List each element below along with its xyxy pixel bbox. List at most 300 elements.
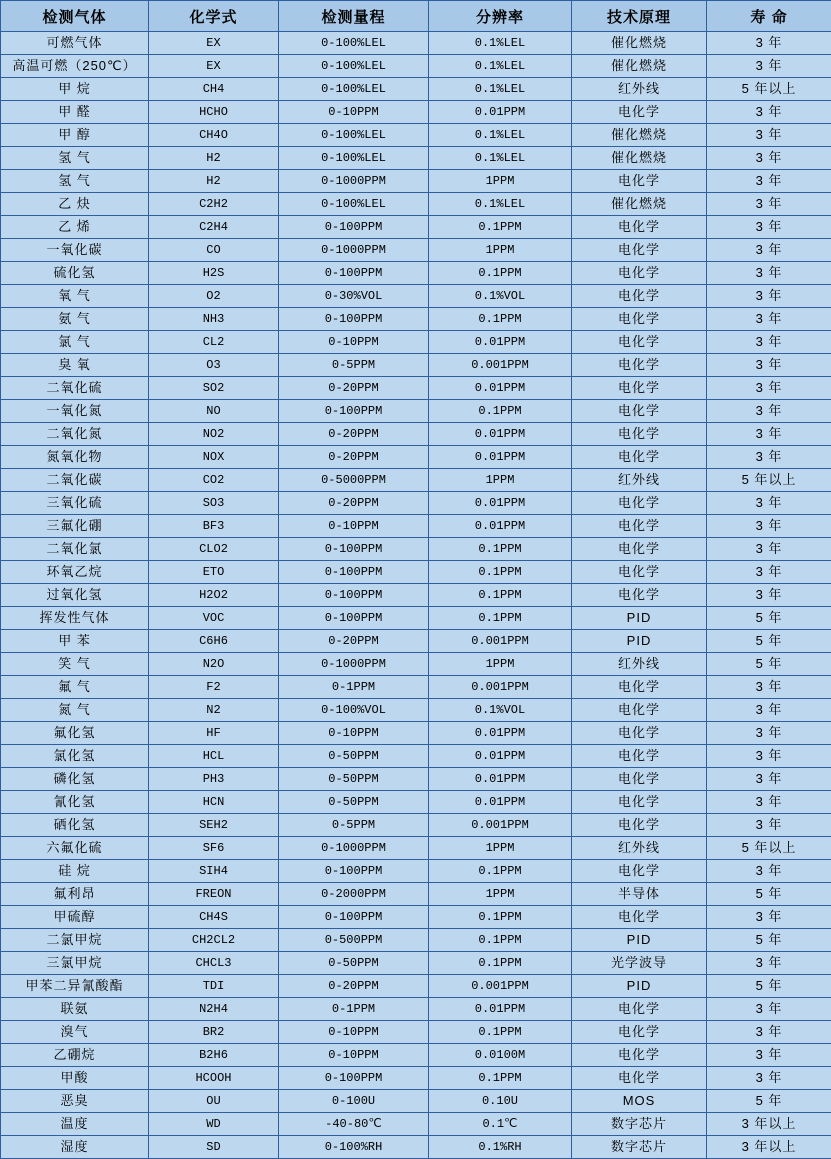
table-row xyxy=(1,1067,831,1090)
cell-life: 3 年 xyxy=(707,423,831,446)
cell-resolution: 0.1PPM xyxy=(429,929,572,952)
cell-principle: 电化学 xyxy=(572,538,707,561)
table-row xyxy=(1,285,831,308)
cell-life: 5 年 xyxy=(707,929,831,952)
cell-resolution: 0.1%LEL xyxy=(429,32,572,55)
cell-principle: 催化燃烧 xyxy=(572,32,707,55)
cell-gas-name: 溴气 xyxy=(1,1021,149,1044)
cell-gas-name: 二氧化硫 xyxy=(1,377,149,400)
cell-gas-name: 一氧化氮 xyxy=(1,400,149,423)
cell-life: 3 年 xyxy=(707,400,831,423)
cell-formula: SEH2 xyxy=(149,814,279,837)
cell-range: 0-5PPM xyxy=(279,814,429,837)
cell-range: 0-100PPM xyxy=(279,607,429,630)
cell-gas-name: 甲硫醇 xyxy=(1,906,149,929)
cell-life: 3 年 xyxy=(707,101,831,124)
cell-resolution: 1PPM xyxy=(429,837,572,860)
cell-gas-name: 氮氧化物 xyxy=(1,446,149,469)
cell-life: 3 年 xyxy=(707,1021,831,1044)
cell-formula: EX xyxy=(149,32,279,55)
cell-formula: H2 xyxy=(149,147,279,170)
table-body xyxy=(1,32,831,1159)
cell-gas-name: 三氯甲烷 xyxy=(1,952,149,975)
cell-principle: 电化学 xyxy=(572,584,707,607)
cell-life: 3 年 xyxy=(707,952,831,975)
cell-gas-name: 可燃气体 xyxy=(1,32,149,55)
cell-resolution: 1PPM xyxy=(429,653,572,676)
cell-gas-name: 磷化氢 xyxy=(1,768,149,791)
cell-formula: SO2 xyxy=(149,377,279,400)
cell-resolution: 0.001PPM xyxy=(429,975,572,998)
cell-gas-name: 氰化氢 xyxy=(1,791,149,814)
cell-formula: N2O xyxy=(149,653,279,676)
cell-formula: N2 xyxy=(149,699,279,722)
cell-gas-name: 二氯甲烷 xyxy=(1,929,149,952)
cell-resolution: 0.1PPM xyxy=(429,607,572,630)
cell-range: 0-100PPM xyxy=(279,308,429,331)
column-header-resolution: 分辨率 xyxy=(429,1,572,32)
cell-formula: SD xyxy=(149,1136,279,1159)
cell-formula: NH3 xyxy=(149,308,279,331)
cell-resolution: 0.01PPM xyxy=(429,492,572,515)
cell-gas-name: 氢 气 xyxy=(1,147,149,170)
cell-gas-name: 高温可燃（250℃） xyxy=(1,55,149,78)
cell-life: 5 年 xyxy=(707,607,831,630)
cell-resolution: 0.01PPM xyxy=(429,331,572,354)
cell-resolution: 0.1%LEL xyxy=(429,55,572,78)
cell-principle: 光学波导 xyxy=(572,952,707,975)
cell-range: -40-80℃ xyxy=(279,1113,429,1136)
cell-resolution: 0.1PPM xyxy=(429,584,572,607)
cell-range: 0-100PPM xyxy=(279,1067,429,1090)
cell-gas-name: 乙 烯 xyxy=(1,216,149,239)
cell-formula: CH4S xyxy=(149,906,279,929)
cell-gas-name: 氯化氢 xyxy=(1,745,149,768)
cell-principle: 电化学 xyxy=(572,354,707,377)
cell-formula: NOX xyxy=(149,446,279,469)
cell-gas-name: 笑 气 xyxy=(1,653,149,676)
column-header-formula: 化学式 xyxy=(149,1,279,32)
cell-life: 3 年 xyxy=(707,906,831,929)
cell-formula: C2H4 xyxy=(149,216,279,239)
cell-range: 0-1000PPM xyxy=(279,170,429,193)
table-row xyxy=(1,331,831,354)
cell-range: 0-100%LEL xyxy=(279,55,429,78)
cell-resolution: 0.1PPM xyxy=(429,538,572,561)
cell-range: 0-100%LEL xyxy=(279,32,429,55)
table-row xyxy=(1,354,831,377)
cell-formula: BR2 xyxy=(149,1021,279,1044)
table-row xyxy=(1,170,831,193)
cell-resolution: 0.001PPM xyxy=(429,814,572,837)
cell-formula: CO xyxy=(149,239,279,262)
cell-resolution: 0.01PPM xyxy=(429,745,572,768)
cell-resolution: 0.1PPM xyxy=(429,400,572,423)
cell-principle: 红外线 xyxy=(572,653,707,676)
cell-resolution: 0.1%RH xyxy=(429,1136,572,1159)
cell-life: 3 年 xyxy=(707,285,831,308)
cell-formula: H2S xyxy=(149,262,279,285)
cell-principle: 电化学 xyxy=(572,791,707,814)
cell-formula: SO3 xyxy=(149,492,279,515)
cell-range: 0-100PPM xyxy=(279,584,429,607)
cell-life: 3 年 xyxy=(707,170,831,193)
cell-formula: NO2 xyxy=(149,423,279,446)
cell-resolution: 0.01PPM xyxy=(429,768,572,791)
table-row xyxy=(1,446,831,469)
cell-resolution: 0.01PPM xyxy=(429,446,572,469)
cell-formula: O2 xyxy=(149,285,279,308)
cell-range: 0-100PPM xyxy=(279,262,429,285)
cell-resolution: 0.01PPM xyxy=(429,722,572,745)
cell-range: 0-100PPM xyxy=(279,400,429,423)
table-row xyxy=(1,630,831,653)
cell-life: 3 年 xyxy=(707,561,831,584)
column-header-gas: 检测气体 xyxy=(1,1,149,32)
column-header-range: 检测量程 xyxy=(279,1,429,32)
cell-resolution: 1PPM xyxy=(429,469,572,492)
cell-gas-name: 二氧化氮 xyxy=(1,423,149,446)
cell-principle: 电化学 xyxy=(572,216,707,239)
cell-formula: HCL xyxy=(149,745,279,768)
table-row xyxy=(1,492,831,515)
cell-gas-name: 湿度 xyxy=(1,1136,149,1159)
cell-formula: BF3 xyxy=(149,515,279,538)
cell-formula: CL2 xyxy=(149,331,279,354)
cell-range: 0-20PPM xyxy=(279,630,429,653)
cell-resolution: 0.10U xyxy=(429,1090,572,1113)
table-row xyxy=(1,929,831,952)
cell-gas-name: 过氧化氢 xyxy=(1,584,149,607)
table-row xyxy=(1,147,831,170)
table-row xyxy=(1,653,831,676)
cell-gas-name: 三氟化硼 xyxy=(1,515,149,538)
cell-gas-name: 氨 气 xyxy=(1,308,149,331)
cell-gas-name: 挥发性气体 xyxy=(1,607,149,630)
cell-life: 5 年 xyxy=(707,653,831,676)
cell-formula: OU xyxy=(149,1090,279,1113)
table-row xyxy=(1,538,831,561)
cell-range: 0-20PPM xyxy=(279,423,429,446)
cell-resolution: 0.1PPM xyxy=(429,860,572,883)
cell-life: 3 年 xyxy=(707,377,831,400)
cell-principle: 电化学 xyxy=(572,676,707,699)
cell-life: 3 年 xyxy=(707,147,831,170)
cell-life: 3 年 xyxy=(707,492,831,515)
cell-resolution: 0.1PPM xyxy=(429,308,572,331)
cell-formula: VOC xyxy=(149,607,279,630)
table-row xyxy=(1,975,831,998)
cell-principle: 电化学 xyxy=(572,308,707,331)
cell-principle: 电化学 xyxy=(572,998,707,1021)
cell-resolution: 0.1PPM xyxy=(429,561,572,584)
cell-life: 3 年 xyxy=(707,55,831,78)
cell-principle: 红外线 xyxy=(572,78,707,101)
cell-life: 3 年 xyxy=(707,791,831,814)
cell-formula: ETO xyxy=(149,561,279,584)
cell-resolution: 0.1PPM xyxy=(429,1021,572,1044)
cell-gas-name: 三氧化硫 xyxy=(1,492,149,515)
cell-life: 5 年 xyxy=(707,975,831,998)
cell-range: 0-10PPM xyxy=(279,515,429,538)
cell-range: 0-10PPM xyxy=(279,1021,429,1044)
cell-formula: N2H4 xyxy=(149,998,279,1021)
cell-formula: B2H6 xyxy=(149,1044,279,1067)
cell-principle: PID xyxy=(572,630,707,653)
cell-gas-name: 氟利昂 xyxy=(1,883,149,906)
cell-principle: 半导体 xyxy=(572,883,707,906)
table-row xyxy=(1,814,831,837)
cell-principle: 电化学 xyxy=(572,446,707,469)
cell-resolution: 0.01PPM xyxy=(429,423,572,446)
table-row xyxy=(1,837,831,860)
cell-range: 0-20PPM xyxy=(279,446,429,469)
cell-range: 0-20PPM xyxy=(279,975,429,998)
cell-range: 0-1000PPM xyxy=(279,239,429,262)
cell-principle: 电化学 xyxy=(572,722,707,745)
cell-life: 3 年 xyxy=(707,722,831,745)
table-row xyxy=(1,193,831,216)
cell-life: 3 年 xyxy=(707,308,831,331)
table-row xyxy=(1,78,831,101)
cell-resolution: 0.01PPM xyxy=(429,515,572,538)
cell-principle: 电化学 xyxy=(572,262,707,285)
cell-life: 3 年 xyxy=(707,331,831,354)
cell-principle: 电化学 xyxy=(572,1044,707,1067)
cell-formula: HCOOH xyxy=(149,1067,279,1090)
table-row xyxy=(1,1044,831,1067)
cell-resolution: 0.001PPM xyxy=(429,630,572,653)
cell-gas-name: 温度 xyxy=(1,1113,149,1136)
cell-principle: PID xyxy=(572,607,707,630)
cell-resolution: 0.1PPM xyxy=(429,262,572,285)
cell-gas-name: 甲 醇 xyxy=(1,124,149,147)
table-row xyxy=(1,584,831,607)
cell-formula: O3 xyxy=(149,354,279,377)
cell-resolution: 0.01PPM xyxy=(429,998,572,1021)
cell-formula: HF xyxy=(149,722,279,745)
cell-formula: EX xyxy=(149,55,279,78)
cell-formula: PH3 xyxy=(149,768,279,791)
cell-life: 3 年 xyxy=(707,768,831,791)
cell-gas-name: 一氧化碳 xyxy=(1,239,149,262)
cell-formula: H2O2 xyxy=(149,584,279,607)
cell-gas-name: 氢 气 xyxy=(1,170,149,193)
cell-formula: CH4 xyxy=(149,78,279,101)
cell-range: 0-100%LEL xyxy=(279,78,429,101)
cell-formula: WD xyxy=(149,1113,279,1136)
cell-formula: C6H6 xyxy=(149,630,279,653)
cell-range: 0-100PPM xyxy=(279,538,429,561)
cell-life: 3 年以上 xyxy=(707,1136,831,1159)
cell-principle: 电化学 xyxy=(572,768,707,791)
cell-principle: 催化燃烧 xyxy=(572,193,707,216)
table-row xyxy=(1,1021,831,1044)
cell-resolution: 0.0100M xyxy=(429,1044,572,1067)
cell-formula: CLO2 xyxy=(149,538,279,561)
cell-principle: 电化学 xyxy=(572,400,707,423)
cell-life: 3 年 xyxy=(707,446,831,469)
cell-gas-name: 氟化氢 xyxy=(1,722,149,745)
cell-gas-name: 甲 醛 xyxy=(1,101,149,124)
cell-gas-name: 甲苯二异氰酸酯 xyxy=(1,975,149,998)
cell-range: 0-50PPM xyxy=(279,768,429,791)
table-row xyxy=(1,699,831,722)
cell-resolution: 0.1%LEL xyxy=(429,124,572,147)
cell-gas-name: 恶臭 xyxy=(1,1090,149,1113)
cell-life: 3 年 xyxy=(707,584,831,607)
table-row xyxy=(1,1090,831,1113)
cell-life: 3 年 xyxy=(707,538,831,561)
cell-life: 5 年以上 xyxy=(707,78,831,101)
cell-range: 0-100PPM xyxy=(279,860,429,883)
cell-gas-name: 氯 气 xyxy=(1,331,149,354)
table-header-row xyxy=(1,1,831,32)
table-row xyxy=(1,952,831,975)
cell-principle: 红外线 xyxy=(572,469,707,492)
table-row xyxy=(1,998,831,1021)
cell-resolution: 0.1PPM xyxy=(429,216,572,239)
cell-gas-name: 环氧乙烷 xyxy=(1,561,149,584)
cell-principle: 电化学 xyxy=(572,860,707,883)
cell-resolution: 0.1%VOL xyxy=(429,285,572,308)
cell-life: 3 年 xyxy=(707,699,831,722)
cell-principle: 电化学 xyxy=(572,906,707,929)
cell-principle: 催化燃烧 xyxy=(572,55,707,78)
table-row xyxy=(1,124,831,147)
cell-principle: 电化学 xyxy=(572,492,707,515)
cell-resolution: 0.1%LEL xyxy=(429,78,572,101)
cell-range: 0-1000PPM xyxy=(279,837,429,860)
cell-range: 0-100U xyxy=(279,1090,429,1113)
cell-principle: 红外线 xyxy=(572,837,707,860)
table-row xyxy=(1,32,831,55)
cell-formula: SF6 xyxy=(149,837,279,860)
cell-resolution: 0.1%LEL xyxy=(429,193,572,216)
table-row xyxy=(1,55,831,78)
cell-range: 0-100%VOL xyxy=(279,699,429,722)
cell-formula: F2 xyxy=(149,676,279,699)
cell-resolution: 1PPM xyxy=(429,883,572,906)
cell-life: 3 年 xyxy=(707,676,831,699)
cell-resolution: 0.1PPM xyxy=(429,952,572,975)
cell-principle: 电化学 xyxy=(572,377,707,400)
cell-range: 0-2000PPM xyxy=(279,883,429,906)
cell-resolution: 0.01PPM xyxy=(429,791,572,814)
cell-range: 0-10PPM xyxy=(279,331,429,354)
table-row xyxy=(1,400,831,423)
table-row xyxy=(1,860,831,883)
table-row xyxy=(1,883,831,906)
table-row xyxy=(1,216,831,239)
cell-life: 3 年 xyxy=(707,193,831,216)
cell-principle: 电化学 xyxy=(572,170,707,193)
cell-resolution: 0.01PPM xyxy=(429,101,572,124)
table-row xyxy=(1,101,831,124)
cell-range: 0-100%LEL xyxy=(279,124,429,147)
cell-life: 5 年以上 xyxy=(707,469,831,492)
cell-principle: 电化学 xyxy=(572,239,707,262)
cell-principle: 催化燃烧 xyxy=(572,124,707,147)
cell-principle: 数字芯片 xyxy=(572,1136,707,1159)
cell-formula: FREON xyxy=(149,883,279,906)
cell-life: 3 年 xyxy=(707,515,831,538)
cell-formula: SIH4 xyxy=(149,860,279,883)
table-row xyxy=(1,262,831,285)
cell-gas-name: 硫化氢 xyxy=(1,262,149,285)
cell-range: 0-10PPM xyxy=(279,722,429,745)
cell-gas-name: 氮 气 xyxy=(1,699,149,722)
table-row xyxy=(1,469,831,492)
table-row xyxy=(1,768,831,791)
cell-life: 3 年 xyxy=(707,262,831,285)
table-row xyxy=(1,423,831,446)
cell-resolution: 0.01PPM xyxy=(429,377,572,400)
cell-principle: 电化学 xyxy=(572,101,707,124)
cell-gas-name: 二氧化碳 xyxy=(1,469,149,492)
cell-gas-name: 二氧化氯 xyxy=(1,538,149,561)
cell-resolution: 0.1%LEL xyxy=(429,147,572,170)
cell-life: 3 年 xyxy=(707,860,831,883)
cell-formula: TDI xyxy=(149,975,279,998)
table-row xyxy=(1,308,831,331)
cell-life: 3 年 xyxy=(707,745,831,768)
table-row xyxy=(1,515,831,538)
table-row xyxy=(1,791,831,814)
cell-principle: 电化学 xyxy=(572,285,707,308)
cell-principle: 电化学 xyxy=(572,423,707,446)
cell-formula: HCN xyxy=(149,791,279,814)
table-row xyxy=(1,722,831,745)
cell-principle: 催化燃烧 xyxy=(572,147,707,170)
cell-gas-name: 联氨 xyxy=(1,998,149,1021)
cell-resolution: 0.1℃ xyxy=(429,1113,572,1136)
column-header-principle: 技术原理 xyxy=(572,1,707,32)
cell-range: 0-10PPM xyxy=(279,1044,429,1067)
cell-formula: H2 xyxy=(149,170,279,193)
cell-gas-name: 硒化氢 xyxy=(1,814,149,837)
cell-life: 3 年 xyxy=(707,216,831,239)
table-row xyxy=(1,377,831,400)
cell-range: 0-1000PPM xyxy=(279,653,429,676)
cell-gas-name: 六氟化硫 xyxy=(1,837,149,860)
cell-formula: C2H2 xyxy=(149,193,279,216)
cell-range: 0-100%LEL xyxy=(279,193,429,216)
table-row xyxy=(1,745,831,768)
cell-range: 0-5PPM xyxy=(279,354,429,377)
cell-life: 5 年 xyxy=(707,1090,831,1113)
cell-life: 5 年 xyxy=(707,630,831,653)
cell-gas-name: 甲酸 xyxy=(1,1067,149,1090)
table-row xyxy=(1,1113,831,1136)
cell-gas-name: 甲 烷 xyxy=(1,78,149,101)
cell-range: 0-10PPM xyxy=(279,101,429,124)
cell-gas-name: 甲 苯 xyxy=(1,630,149,653)
cell-life: 3 年 xyxy=(707,32,831,55)
cell-life: 5 年以上 xyxy=(707,837,831,860)
cell-gas-name: 氟 气 xyxy=(1,676,149,699)
cell-range: 0-5000PPM xyxy=(279,469,429,492)
cell-formula: NO xyxy=(149,400,279,423)
table-row xyxy=(1,1136,831,1159)
table-row xyxy=(1,561,831,584)
cell-gas-name: 乙 炔 xyxy=(1,193,149,216)
cell-formula: CHCL3 xyxy=(149,952,279,975)
cell-principle: 电化学 xyxy=(572,745,707,768)
cell-range: 0-50PPM xyxy=(279,791,429,814)
cell-range: 0-50PPM xyxy=(279,952,429,975)
cell-range: 0-100PPM xyxy=(279,216,429,239)
